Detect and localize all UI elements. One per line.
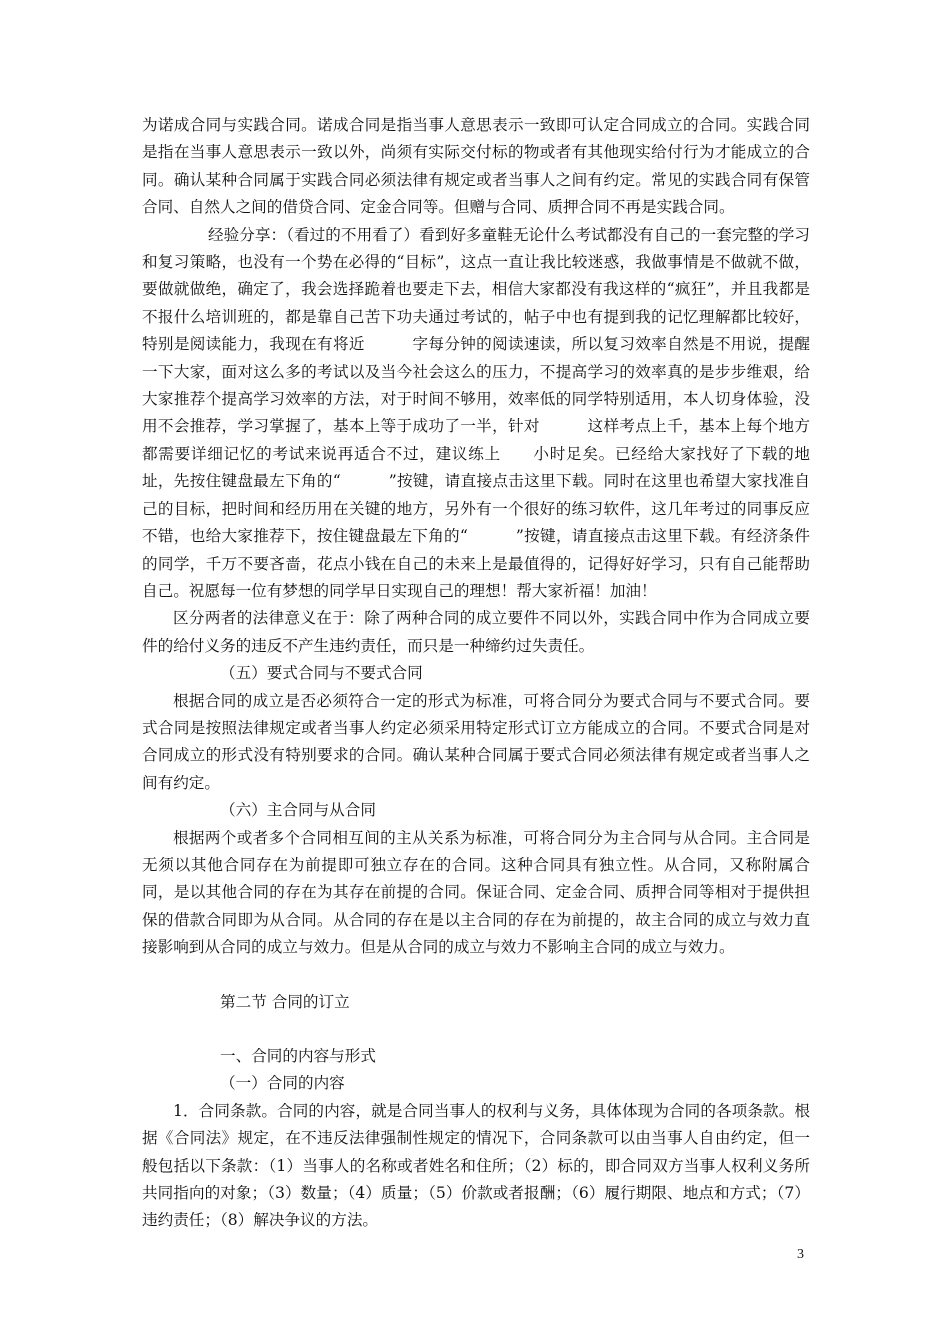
spacer (142, 1016, 810, 1043)
paragraph-legal-significance: 区分两者的法律意义在于：除了两种合同的成立要件不同以外，实践合同中作为合同成立要件的给付义务的违反不产生违约责任，而只是一种缔约过失责任。 (142, 609, 810, 655)
paragraph-formal-contracts: 根据合同的成立是否必须符合一定的形式为标准，可将合同分为要式合同与不要式合同。要式合同是按照法律规定或者当事人约定必须采用特定形式订立方能成立的合同。不要式合同是对合同成立的形式没有特别要求的合同。确认某种合同属于要式合同必须法律有规定或者当事人之间有约定。 (142, 691, 810, 792)
heading-formal-contracts: （五）要式合同与不要式合同 (220, 664, 423, 683)
heading-main-subordinate: （六）主合同与从合同 (220, 801, 376, 820)
paragraph-experience-sharing: 经验分享：（看过的不用看了）看到好多童鞋无论什么考试都没有自己的一套完整的学习和复习策略，也没有一个势在必得的“目标”，这点一直让我比较迷惑，我做事情是不做就不做，要做就做绝，确定了，我会选择跪着也要走下去，相信大家都没有我这样的“疯狂”，并且我都是不报什么培训班的，都是靠自己苦下功夫通过考试的，帖子中也有提到我的记忆理解都比较好，特别是阅读能力，我现在有将近 字每分钟的阅读速读，所以复习效率自然是不用说，提醒一下大家，面对这么多的考试以及当今社会这么的压力，不提高学习的效率真的是步步维艰，给大家推荐个提高学习效率的方法，对于时间不够用，效率低的同学特别适用，本人切身体验，没用不会推荐，学习掌握了，基本上等于成功了一半，针对 这样考点上千，基本上每个地方都需要详细记忆的考试来说再适合不过，建议练上 小时足矣。已经给大家找好了下载的地址，先按住键盘最左下角的“ ”按键，请直接点击这里下载。同时在这里也希望大家找准自己的目标，把时间和经历用在关键的地方，另外有一个很好的练习软件，这几年考过的同事反应不错，也给大家推荐下，按住键盘最左下角的“ ”按键，请直接点击这里下载。有经济条件的同学，千万不要吝啬，花点小钱在自己的未来上是最值得的，记得好好学习，只有自己能帮助自己。祝愿每一位有梦想的同学早日实现自己的理想！帮大家祈福！加油！ (142, 225, 810, 600)
document-body (142, 112, 810, 1235)
heading-content-and-form: 一、合同的内容与形式 (220, 1047, 376, 1065)
page-number: 3 (797, 1247, 804, 1262)
heading-contract-content: （一）合同的内容 (220, 1074, 345, 1093)
spacer (142, 962, 810, 989)
paragraph-main-subordinate: 根据两个或者多个合同相互间的主从关系为标准，可将合同分为主合同与从合同。主合同是无须以其他合同存在为前提即可独立存在的合同。这种合同具有独立性。从合同，又称附属合同，是以其他合同的存在为其存在前提的合同。保证合同、定金合同、质押合同等相对于提供担保的借款合同即为从合同。从合同的存在是以主合同的存在为前提的，故主合同的成立与效力直接影响到从合同的成立与效力。但是从合同的成立与效力不影响主合同的成立与效力。 (142, 828, 810, 957)
paragraph-contract-types: 为诺成合同与实践合同。诺成合同是指当事人意思表示一致即可认定合同成立的合同。实践合同是指在当事人意思表示一致以外，尚须有实际交付标的物或者有其他现实给付行为才能成立的合同。确认某种合同属于实践合同必须法律有规定或者当事人之间有约定。常见的实践合同有保管合同、自然人之间的借贷合同、定金合同等。但赠与合同、质押合同不再是实践合同。 (142, 116, 810, 217)
paragraph-contract-terms: 1．合同条款。合同的内容，就是合同当事人的权利与义务，具体体现为合同的各项条款。根据《合同法》规定，在不违反法律强制性规定的情况下，合同条款可以由当事人自由约定，但一般包括以下条款：（1）当事人的名称或者姓名和住所；（2）标的，即合同双方当事人权利义务所共同指向的对象；（3）数量；（4）质量；（5）价款或者报酬；（6）履行期限、地点和方式；（7）违约责任；（8）解决争议的方法。 (142, 1101, 810, 1230)
section-heading: 第二节 合同的订立 (220, 992, 350, 1011)
